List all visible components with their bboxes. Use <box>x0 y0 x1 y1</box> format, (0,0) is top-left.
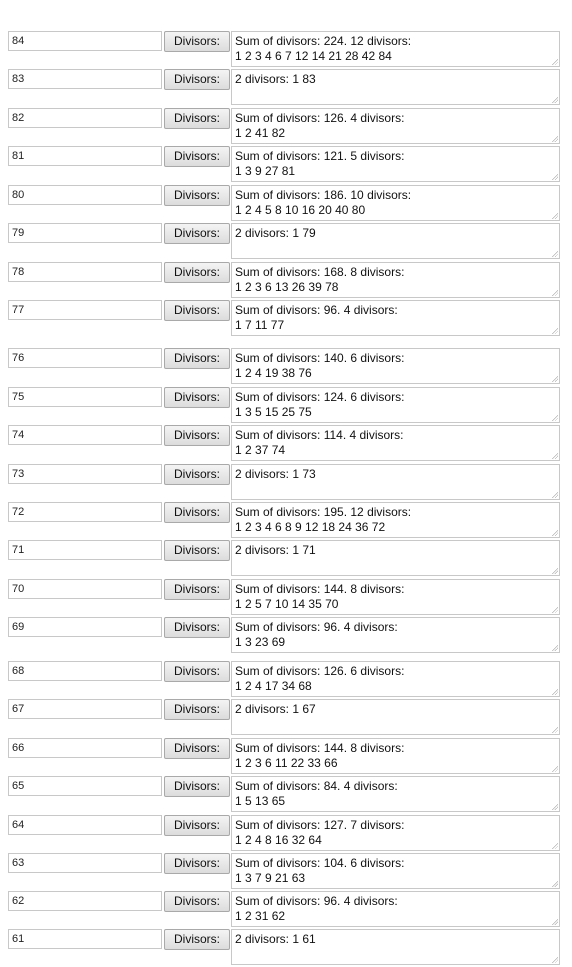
divisors-button[interactable]: Divisors: <box>164 929 230 950</box>
divisor-row <box>0 617 572 655</box>
result-text: Sum of divisors: 114. 4 divisors: 1 2 37 74 <box>235 428 404 457</box>
divisor-row <box>0 502 572 540</box>
result-text: 2 divisors: 1 67 <box>235 702 316 716</box>
result-text: Sum of divisors: 140. 6 divisors: 1 2 4 19 38 76 <box>235 351 405 380</box>
divisors-button[interactable]: Divisors: <box>164 387 230 408</box>
divisor-row <box>0 738 572 776</box>
result-textarea[interactable] <box>231 348 560 384</box>
divisors-button[interactable]: Divisors: <box>164 69 230 90</box>
number-input[interactable]: 80 <box>8 185 162 205</box>
result-textarea[interactable] <box>231 69 560 105</box>
divisors-button[interactable]: Divisors: <box>164 738 230 759</box>
divisors-button[interactable]: Divisors: <box>164 579 230 600</box>
number-input[interactable]: 83 <box>8 69 162 89</box>
result-text: Sum of divisors: 126. 4 divisors: 1 2 41 82 <box>235 111 405 140</box>
result-textarea[interactable] <box>231 300 560 336</box>
number-input[interactable]: 74 <box>8 425 162 445</box>
divisors-button[interactable]: Divisors: <box>164 146 230 167</box>
result-textarea[interactable] <box>231 464 560 500</box>
number-input[interactable]: 61 <box>8 929 162 949</box>
divisors-button[interactable]: Divisors: <box>164 108 230 129</box>
number-input[interactable]: 76 <box>8 348 162 368</box>
resize-grip-icon[interactable] <box>551 567 558 574</box>
result-textarea[interactable] <box>231 540 560 576</box>
number-input[interactable]: 75 <box>8 387 162 407</box>
divisor-row <box>0 661 572 699</box>
result-text: Sum of divisors: 224. 12 divisors: 1 2 3 4 6 7 12 14 21 28 42 84 <box>235 34 412 63</box>
divisor-row <box>0 425 572 463</box>
result-textarea[interactable] <box>231 425 560 461</box>
number-input[interactable]: 65 <box>8 776 162 796</box>
number-input[interactable]: 84 <box>8 31 162 51</box>
result-textarea[interactable] <box>231 929 560 965</box>
divisor-row <box>0 348 572 386</box>
result-text: 2 divisors: 1 79 <box>235 226 316 240</box>
result-text: Sum of divisors: 144. 8 divisors: 1 2 5 7 10 14 35 70 <box>235 582 405 611</box>
result-text: 2 divisors: 1 73 <box>235 467 316 481</box>
divisor-row <box>0 108 572 146</box>
result-text: Sum of divisors: 84. 4 divisors: 1 5 13 65 <box>235 779 398 808</box>
result-textarea[interactable] <box>231 661 560 697</box>
result-text: Sum of divisors: 96. 4 divisors: 1 7 11 77 <box>235 303 398 332</box>
resize-grip-icon[interactable] <box>551 327 558 334</box>
divisors-button[interactable]: Divisors: <box>164 262 230 283</box>
result-textarea[interactable] <box>231 185 560 221</box>
number-input[interactable]: 66 <box>8 738 162 758</box>
divisor-row <box>0 31 572 69</box>
result-text: Sum of divisors: 121. 5 divisors: 1 3 9 27 81 <box>235 149 405 178</box>
resize-grip-icon[interactable] <box>551 212 558 219</box>
number-input[interactable]: 68 <box>8 661 162 681</box>
number-input[interactable]: 64 <box>8 815 162 835</box>
divisors-button[interactable]: Divisors: <box>164 891 230 912</box>
divisor-row <box>0 185 572 223</box>
divisors-button[interactable]: Divisors: <box>164 348 230 369</box>
resize-grip-icon[interactable] <box>551 688 558 695</box>
number-input[interactable]: 62 <box>8 891 162 911</box>
result-text: 2 divisors: 1 71 <box>235 543 316 557</box>
result-text: Sum of divisors: 127. 7 divisors: 1 2 4 8 16 32 64 <box>235 818 405 847</box>
number-input[interactable]: 67 <box>8 699 162 719</box>
divisors-button[interactable]: Divisors: <box>164 661 230 682</box>
resize-grip-icon[interactable] <box>551 644 558 651</box>
divisors-button[interactable]: Divisors: <box>164 776 230 797</box>
number-input[interactable]: 70 <box>8 579 162 599</box>
resize-grip-icon[interactable] <box>551 289 558 296</box>
number-input[interactable]: 77 <box>8 300 162 320</box>
divisor-row <box>0 891 572 929</box>
divisor-row <box>0 540 572 578</box>
divisor-row <box>0 464 572 502</box>
resize-grip-icon[interactable] <box>551 250 558 257</box>
divisor-row <box>0 387 572 425</box>
result-textarea[interactable] <box>231 31 560 67</box>
resize-grip-icon[interactable] <box>551 803 558 810</box>
result-text: Sum of divisors: 96. 4 divisors: 1 3 23 69 <box>235 620 398 649</box>
resize-grip-icon[interactable] <box>551 606 558 613</box>
result-textarea[interactable] <box>231 262 560 298</box>
divisors-button[interactable]: Divisors: <box>164 853 230 874</box>
resize-grip-icon[interactable] <box>551 58 558 65</box>
resize-grip-icon[interactable] <box>551 135 558 142</box>
divisors-button[interactable]: Divisors: <box>164 300 230 321</box>
resize-grip-icon[interactable] <box>551 96 558 103</box>
resize-grip-icon[interactable] <box>551 918 558 925</box>
divisors-button[interactable]: Divisors: <box>164 502 230 523</box>
number-input[interactable]: 82 <box>8 108 162 128</box>
number-input[interactable]: 69 <box>8 617 162 637</box>
divisors-button[interactable]: Divisors: <box>164 617 230 638</box>
result-text: Sum of divisors: 124. 6 divisors: 1 3 5 15 25 75 <box>235 390 405 419</box>
result-textarea[interactable] <box>231 699 560 735</box>
result-text: 2 divisors: 1 83 <box>235 72 316 86</box>
divisor-row <box>0 853 572 891</box>
result-textarea[interactable] <box>231 223 560 259</box>
divisor-row <box>0 262 572 300</box>
resize-grip-icon[interactable] <box>551 375 558 382</box>
divisors-button[interactable]: Divisors: <box>164 540 230 561</box>
number-input[interactable]: 63 <box>8 853 162 873</box>
divisors-button[interactable]: Divisors: <box>164 425 230 446</box>
divisor-row <box>0 579 572 617</box>
number-input[interactable]: 72 <box>8 502 162 522</box>
divisor-row <box>0 929 572 967</box>
resize-grip-icon[interactable] <box>551 765 558 772</box>
result-textarea[interactable] <box>231 891 560 927</box>
result-text: Sum of divisors: 96. 4 divisors: 1 2 31 62 <box>235 894 398 923</box>
divisor-row <box>0 699 572 737</box>
divisor-row <box>0 776 572 814</box>
result-textarea[interactable] <box>231 387 560 423</box>
resize-grip-icon[interactable] <box>551 529 558 536</box>
result-textarea[interactable] <box>231 776 560 812</box>
result-textarea[interactable] <box>231 579 560 615</box>
result-textarea[interactable] <box>231 502 560 538</box>
divisors-button[interactable]: Divisors: <box>164 31 230 52</box>
resize-grip-icon[interactable] <box>551 452 558 459</box>
number-input[interactable]: 71 <box>8 540 162 560</box>
number-input[interactable]: 78 <box>8 262 162 282</box>
divisor-row <box>0 223 572 261</box>
divisor-row <box>0 300 572 338</box>
result-text: Sum of divisors: 126. 6 divisors: 1 2 4 17 34 68 <box>235 664 405 693</box>
result-textarea[interactable] <box>231 108 560 144</box>
divisor-row <box>0 146 572 184</box>
divisors-button[interactable]: Divisors: <box>164 223 230 244</box>
number-input[interactable]: 79 <box>8 223 162 243</box>
divisors-button[interactable]: Divisors: <box>164 464 230 485</box>
result-text: Sum of divisors: 144. 8 divisors: 1 2 3 6 11 22 33 66 <box>235 741 405 770</box>
result-textarea[interactable] <box>231 738 560 774</box>
result-text: Sum of divisors: 168. 8 divisors: 1 2 3 6 13 26 39 78 <box>235 265 405 294</box>
result-textarea[interactable] <box>231 146 560 182</box>
resize-grip-icon[interactable] <box>551 173 558 180</box>
resize-grip-icon[interactable] <box>551 414 558 421</box>
result-text: Sum of divisors: 195. 12 divisors: 1 2 3 4 6 8 9 12 18 24 36 72 <box>235 505 412 534</box>
divisors-button[interactable]: Divisors: <box>164 699 230 720</box>
divisor-row <box>0 69 572 107</box>
resize-grip-icon[interactable] <box>551 491 558 498</box>
divisors-button[interactable]: Divisors: <box>164 185 230 206</box>
number-input[interactable]: 73 <box>8 464 162 484</box>
resize-grip-icon[interactable] <box>551 956 558 963</box>
result-textarea[interactable] <box>231 853 560 889</box>
result-text: 2 divisors: 1 61 <box>235 932 316 946</box>
result-textarea[interactable] <box>231 815 560 851</box>
result-textarea[interactable] <box>231 617 560 653</box>
result-text: Sum of divisors: 104. 6 divisors: 1 3 7 9 21 63 <box>235 856 405 885</box>
number-input[interactable]: 81 <box>8 146 162 166</box>
divisor-row <box>0 815 572 853</box>
resize-grip-icon[interactable] <box>551 726 558 733</box>
resize-grip-icon[interactable] <box>551 842 558 849</box>
result-text: Sum of divisors: 186. 10 divisors: 1 2 4 5 8 10 16 20 40 80 <box>235 188 412 217</box>
divisors-button[interactable]: Divisors: <box>164 815 230 836</box>
resize-grip-icon[interactable] <box>551 880 558 887</box>
